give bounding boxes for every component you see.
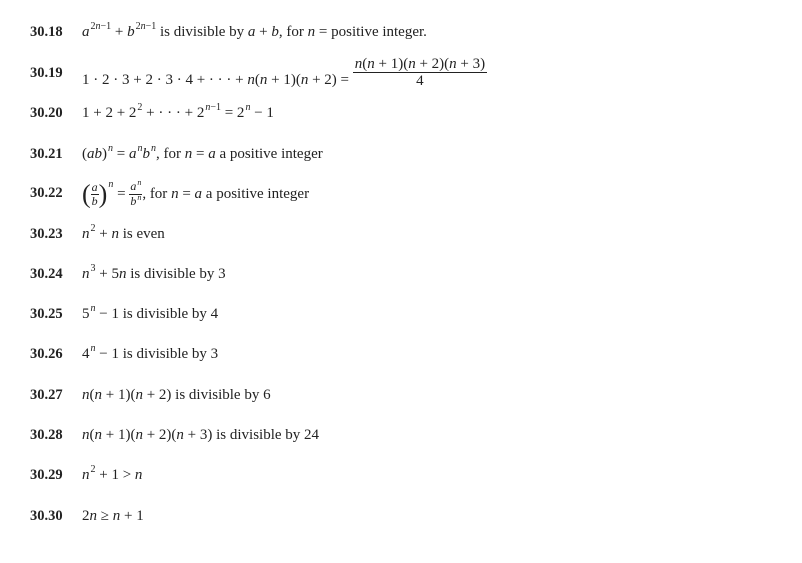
fraction: $\frac{n(n + 1)(n + 2)(n + 3)}{4}$ (354, 56, 486, 89)
problem-statement: $4^n - 1$ is divisible by 3 (82, 343, 219, 362)
problem-statement: $n^2 + n$ is even (82, 223, 165, 242)
problem-number: 30.23 (30, 226, 63, 242)
problem-statement: $1 + 2 + 2^2$ + · · · + $2^{n-1} = 2^n - 1$ (82, 102, 274, 121)
problem-statement: $5^n - 1$ is divisible by 4 (82, 303, 219, 322)
problem-number: 30.24 (30, 266, 63, 282)
problem-number: 30.26 (30, 346, 63, 362)
problem-number: 30.22 (30, 185, 63, 201)
problem-statement: n(n + 1)(n + 2)(n + 3) is divisible by 24 (82, 427, 320, 443)
problem-statement: $n^2 + 1 > n$ (82, 464, 143, 483)
problem-statement: $(ab)^n = a^nb^n$, for n = a a positive integer (82, 143, 323, 162)
problem-number: 30.27 (30, 387, 63, 403)
problem-statement: 1 · 2 · 3 + 2 · 3 · 4 + · · · + n(n + 1)(n + 2) = $\frac{n(n + 1)(n + 2)(n + 3)}{4}$ (82, 56, 486, 89)
problem-number: 30.29 (30, 467, 63, 483)
problem-number: 30.19 (30, 65, 63, 81)
problem-number: 30.20 (30, 105, 63, 121)
problem-statement: $a^{2n-1} + b^{2n-1}$ is divisible by a + b, for n = positive integer. (82, 21, 427, 40)
problem-number: 30.28 (30, 427, 63, 443)
problem-number: 30.18 (30, 24, 63, 40)
problem-statement: ( $\frac{a}{b}$ )$^n$ = $\frac{a^n}{b^n}$ , for n = a a positive integer (82, 178, 310, 209)
problem-number: 30.30 (30, 508, 63, 524)
problem-statement: 2n ≥ n + 1 (82, 508, 144, 524)
problem-number: 30.21 (30, 146, 63, 162)
problem-statement: $n^3 + 5n$ is divisible by 3 (82, 263, 226, 282)
problem-number: 30.25 (30, 306, 63, 322)
problem-statement: n(n + 1)(n + 2) is divisible by 6 (82, 387, 271, 403)
